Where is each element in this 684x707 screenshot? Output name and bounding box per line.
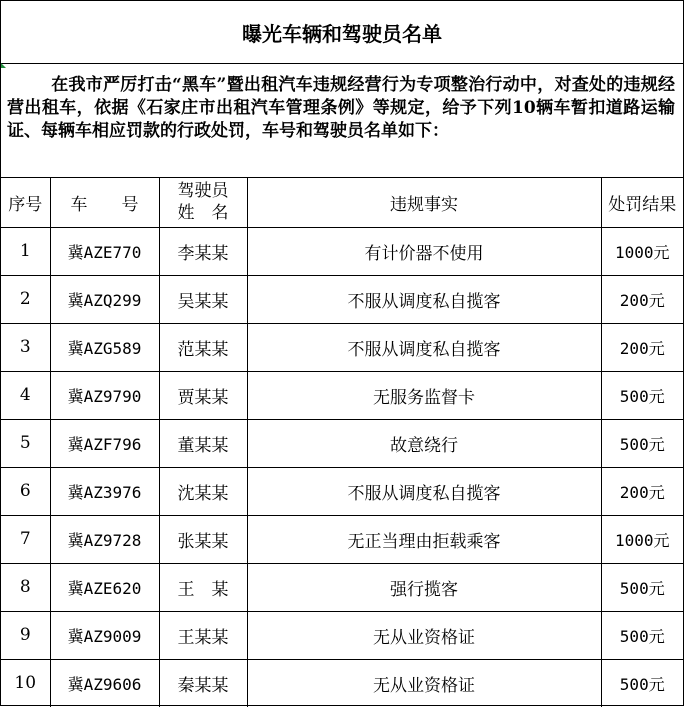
table-row [1, 515, 683, 563]
row-violation: 无从业资格证 [247, 659, 601, 707]
table-row [1, 227, 683, 275]
row-penalty: 500元 [619, 674, 665, 694]
row-violation: 不服从调度私自揽客 [247, 467, 601, 515]
row-violation: 不服从调度私自揽客 [247, 323, 601, 371]
row-seq: 2 [1, 275, 50, 323]
row-seq: 6 [1, 467, 50, 515]
row-penalty: 200元 [601, 323, 683, 371]
row-driver: 沈某某 [159, 467, 247, 515]
row-violation: 强行揽客 [247, 563, 601, 611]
row-penalty: 200元 [601, 467, 683, 515]
header-penalty: 处罚结果 [601, 178, 683, 227]
row-penalty: 200元 [601, 275, 683, 323]
table-row [1, 611, 683, 659]
header-driver-line2: 姓 名 [177, 203, 229, 224]
row-driver: 王 某 [159, 563, 247, 611]
row-plate: 冀AZE770 [50, 227, 159, 275]
row-driver: 张某某 [159, 515, 247, 563]
row-penalty: 1000元 [601, 227, 683, 275]
table-row [1, 659, 683, 707]
row-seq: 7 [1, 515, 50, 563]
row-plate: 冀AZ9790 [50, 371, 159, 419]
table-row [1, 563, 683, 611]
row-penalty: 500元 [601, 371, 683, 419]
row-violation: 有计价器不使用 [247, 227, 601, 275]
table-header-row [1, 178, 683, 227]
row-violation: 无服务监督卡 [247, 371, 601, 419]
header-driver-line1: 驾驶员 [177, 181, 229, 202]
row-driver: 王某某 [159, 611, 247, 659]
row-plate: 冀AZG589 [50, 323, 159, 371]
row-violation: 无正当理由拒载乘客 [247, 515, 601, 563]
document-title-text: 曝光车辆和驾驶员名单 [242, 21, 442, 46]
row-driver: 董某某 [159, 419, 247, 467]
row-penalty: 1000元 [601, 515, 683, 563]
row-violation: 无从业资格证 [247, 611, 601, 659]
row-seq: 4 [1, 371, 50, 419]
row-violation: 故意绕行 [247, 419, 601, 467]
row-penalty: 500元 [601, 563, 683, 611]
row-seq: 10 [1, 659, 50, 707]
row-penalty: 500元 [601, 611, 683, 659]
row-plate: 冀AZF796 [50, 419, 159, 467]
table-row [1, 467, 683, 515]
row-seq: 5 [1, 419, 50, 467]
intro-paragraph: 在我市严厉打击“黑车”暨出租汽车违规经营行为专项整治行动中，对查处的违规经营出租车，依据《石家庄市出租汽车管理条例》等规定，给予下列10辆车暂扣道路运输证、每辆车相应罚款的行政处罚，车号和驾驶员名单如下： [1, 64, 683, 178]
row-plate: 冀AZQ299 [50, 275, 159, 323]
header-seq: 序号 [1, 178, 50, 227]
row-plate: 冀AZE620 [50, 563, 159, 611]
row-driver: 秦某某 [159, 659, 247, 707]
document-title [1, 1, 683, 64]
row-seq: 3 [1, 323, 50, 371]
row-violation: 不服从调度私自揽客 [247, 275, 601, 323]
header-driver [159, 178, 247, 227]
table-row [1, 323, 683, 371]
row-plate: 冀AZ3976 [50, 467, 159, 515]
row-driver: 李某某 [159, 227, 247, 275]
cell-corner-marker [1, 63, 6, 68]
row-penalty: 500元 [601, 419, 683, 467]
row-seq: 1 [1, 227, 50, 275]
row-seq: 9 [1, 611, 50, 659]
row-driver: 范某某 [159, 323, 247, 371]
header-plate: 车 号 [50, 178, 159, 227]
row-plate: 冀AZ9606 [50, 659, 159, 707]
row-plate: 冀AZ9728 [50, 515, 159, 563]
table-row [1, 275, 683, 323]
row-driver: 吴某某 [159, 275, 247, 323]
row-driver: 贾某某 [159, 371, 247, 419]
offender-table [1, 178, 683, 707]
row-seq: 8 [1, 563, 50, 611]
header-violation: 违规事实 [247, 178, 601, 227]
table-row [1, 419, 683, 467]
row-plate: 冀AZ9009 [50, 611, 159, 659]
table-row [1, 371, 683, 419]
